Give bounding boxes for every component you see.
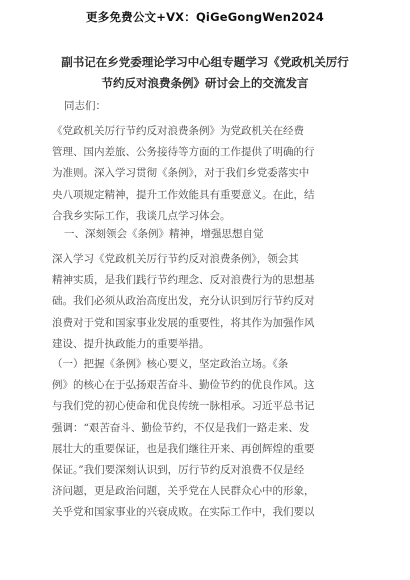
paragraph-line: 管理、国内差旅、公务接待等方面的工作提供了明确的行 (52, 146, 315, 159)
title-line-2: 节约反对浪费条例》研讨会上的交流发言 (101, 76, 309, 90)
paragraph-line: （一）把握《条例》核心要义，坚定政治立场。《条 (52, 358, 289, 370)
paragraph-intro (52, 121, 362, 227)
paragraph-line: 《党政机关厉行节约反对浪费条例》为党政机关在经费 (52, 125, 304, 137)
paragraph-line: 保证。”我们要深刻认识到，厉行节约反对浪费不仅是经 (52, 464, 305, 477)
paragraph-section-1 (52, 249, 362, 355)
paragraph-line: 央八项规定精神，提升工作效能具有重要意义。在此，结 (52, 188, 315, 201)
paragraph-line: 济问题，更是政治问题，关乎党在人民群众心中的形象， (52, 485, 315, 498)
paragraph-line: 精神实质，是我们践行节约理念、反对浪费行为的思想基 (52, 274, 315, 287)
document-title (40, 52, 370, 94)
paragraph-line: 例》的核心在于弘扬艰苦奋斗、勤俭节约的优良作风。这 (52, 379, 315, 392)
paragraph-line: 与我们党的初心使命和优良传统一脉相承。习近平总书记 (52, 400, 315, 413)
paragraph-line: 合我乡实际工作，我谈几点学习体会。 (52, 209, 231, 222)
paragraph-line: 展壮大的重要保证，也是我们继往开来、再创辉煌的重要 (52, 442, 315, 455)
watermark-header: 更多免费公文+VX：QiGeGongWen2024 (86, 10, 324, 24)
title-line-1: 副书记在乡党委理论学习中心组专题学习《党政机关厉行 (61, 55, 349, 69)
section-heading-1: 一、深刻领会《条例》精神，增强思想自觉 (64, 228, 264, 240)
paragraph-line: 础。我们必须从政治高度出发，充分认识到厉行节约反对 (52, 295, 315, 308)
paragraph-line: 为准则。深入学习贯彻《条例》，对于我们乡党委落实中 (52, 167, 310, 180)
paragraph-line: 关乎党和国家事业的兴衰成败。在实际工作中，我们要以 (52, 506, 315, 519)
paragraph-line: 深入学习《党政机关厉行节约反对浪费条例》，领会其 (52, 253, 299, 265)
paragraph-line: 建设、提升执政能力的重要举措。 (52, 337, 210, 350)
paragraph-line: 强调：“艰苦奋斗、勤俭节约，不仅是我们一路走来、发 (52, 421, 310, 434)
paragraph-line: 浪费对于党和国家事业发展的重要性，将其作为加强作风 (52, 316, 315, 329)
paragraph-subsection-1 (52, 354, 362, 524)
greeting: 同志们： (64, 100, 106, 112)
